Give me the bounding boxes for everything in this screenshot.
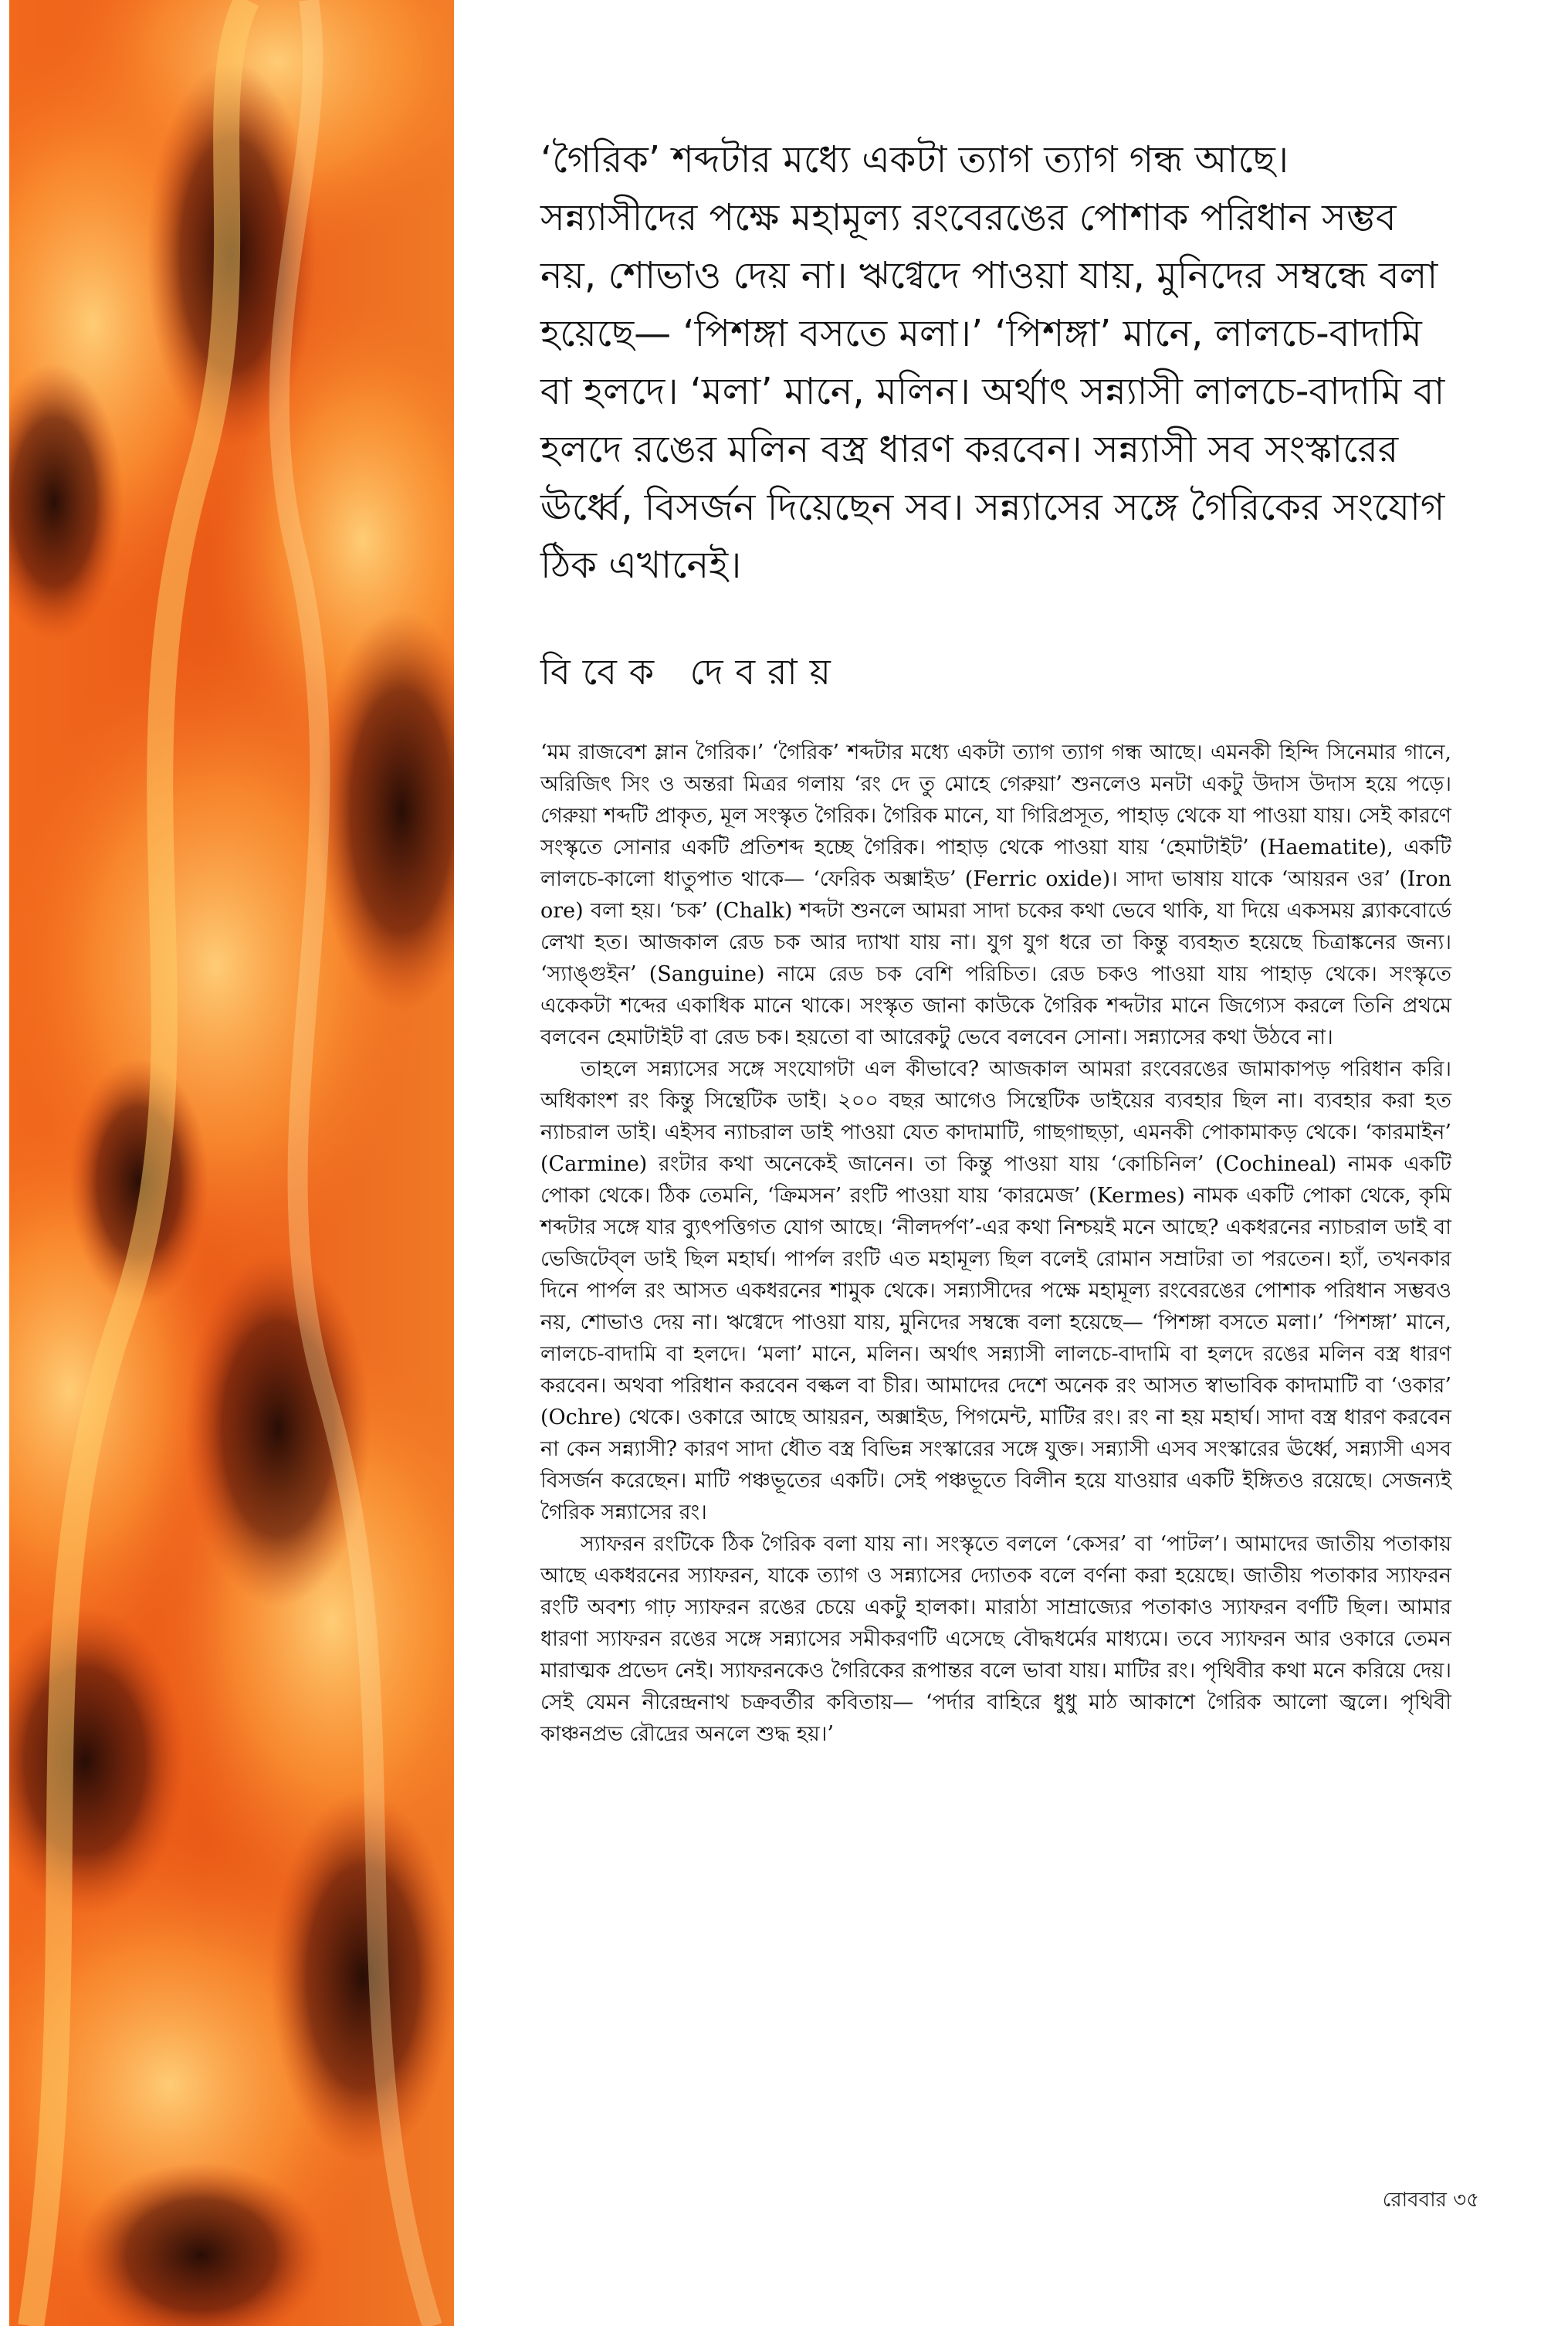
body-paragraph-3: স্যাফরন রংটিকে ঠিক গৈরিক বলা যায় না। সংস্কৃতে বললে ‘কেসর’ বা ‘পাটল’। আমাদের জাতীয় পতাকায় আছে একধরনের স্যাফরন, যাকে ত্যাগ ও সন্ন্যাসের দ্যোতক বলে বর্ণনা করা হয়েছে। জাতীয় পতাকার স্যাফরন রংটি অবশ্য গাঢ় স্যাফরন রঙের চেয়ে একটু হালকা। মারাঠা সাম্রাজ্যের পতাকাও স্যাফরন বর্ণটি ছিল। আমার ধারণা স্যাফরন রঙের সঙ্গে সন্ন্যাসের সমীকরণটি এসেছে বৌদ্ধধর্মের মাধ্যমে। তবে স্যাফরন আর ওকারে তেমন মারাত্মক প্রভেদ নেই। স্যাফরনকেও গৈরিকের রূপান্তর বলে ভাবা যায়। মাটির রং। পৃথিবীর কথা মনে করিয়ে দেয়। সেই যেমন নীরেন্দ্রনাথ চক্রবর্তীর কবিতায়— ‘পর্দার বাহিরে ধুধু মাঠ আকাশে গৈরিক আলো জ্বলে। পৃথিবী কাঞ্চনপ্রভ রৌদ্রের অনলে শুদ্ধ হয়।’ — [540, 1532, 1451, 1746]
page-folio: রোববার ৩৫ — [1382, 2189, 1479, 2212]
pull-quote: ‘গৈরিক’ শব্দটার মধ্যে একটা ত্যাগ ত্যাগ গন্ধ আছে। সন্ন্যাসীদের পক্ষে মহামূল্য রংবেরঙের পোশাক পরিধান সম্ভব নয়, শোভাও দেয় না। ঋগ্বেদে পাওয়া যায়, মুনিদের সম্বন্ধে বলা হয়েছে— ‘পিশঙ্গা বসতে মলা।’ ‘পিশঙ্গা’ মানে, লালচে-বাদামি বা হলদে। ‘মলা’ মানে, মলিন। অর্থাৎ সন্ন্যাসী লালচে-বাদামি বা হলদে রঙের মলিন বস্ত্র ধারণ করবেন। সন্ন্যাসী সব সংস্কারের ঊর্ধ্বে, বিসর্জন দিয়েছেন সব। সন্ন্যাসের সঙ্গে গৈরিকের সংযোগ ঠিক এখানেই। — [540, 138, 1445, 587]
body-paragraph-1: ‘মম রাজবেশ ম্লান গৈরিক।’ ‘গৈরিক’ শব্দটার মধ্যে একটা ত্যাগ ত্যাগ গন্ধ আছে। এমনকী হিন্দি সিনেমার গানে, অরিজিৎ সিং ও অন্তরা মিত্রর গলায় ‘রং দে তু মোহে গেরুয়া’ শুনলেও মনটা একটু উদাস উদাস হয়ে পড়ে। গেরুয়া শব্দটি প্রাকৃত, মূল সংস্কৃত গৈরিক। গৈরিক মানে, যা গিরিপ্রসূত, পাহাড় থেকে যা পাওয়া যায়। সেই কারণে সংস্কৃতে সোনার একটি প্রতিশব্দ হচ্ছে গৈরিক। পাহাড় থেকে পাওয়া যায় ‘হেমাটাইট’ (Haematite), একটি লালচে-কালো ধাতুপাত থাকে— ‘ফেরিক অক্সাইড’ (Ferric oxide)। সাদা ভাষায় যাকে ‘আয়রন ওর’ (Iron ore) বলা হয়। ‘চক’ (Chalk) শব্দটা শুনলে আমরা সাদা চকের কথা ভেবে থাকি, যা দিয়ে একসময় ব্ল্যাকবোর্ডে লেখা হত। আজকাল রেড চক আর দ্যাখা যায় না। যুগ যুগ ধরে তা কিন্তু ব্যবহৃত হয়েছে চিত্রাঙ্কনের জন্য। ‘স্যাঙ্গুইন’ (Sanguine) নামে রেড চক বেশি পরিচিত। রেড চকও পাওয়া যায় পাহাড় থেকে। সংস্কৃতে একেকটা শব্দের একাধিক মানে থাকে। সংস্কৃত জানা কাউকে গৈরিক শব্দটার মানে জিগ্যেস করলে তিনি প্রথমে বলবেন হেমাটাইট বা রেড চক। হয়তো বা আরেকটু ভেবে বলবেন সোনা। সন্ন্যাসের কথা উঠবে না। — [540, 741, 1451, 1049]
article-body — [540, 737, 1451, 1750]
article — [540, 131, 1451, 1750]
flame-illustration — [0, 0, 454, 2326]
flame-image-strip — [0, 0, 454, 2326]
left-page-edge — [0, 0, 9, 2326]
author-byline: বিবেক দেবরায় — [540, 651, 843, 693]
body-paragraph-2: তাহলে সন্ন্যাসের সঙ্গে সংযোগটা এল কীভাবে? আজকাল আমরা রংবেরঙের জামাকাপড় পরিধান করি। অধিকাংশ রং কিন্তু সিন্থেটিক ডাই। ২০০ বছর আগেও সিন্থেটিক ডাইয়ের ব্যবহার ছিল না। ব্যবহার করা হত ন্যাচরাল ডাই। এইসব ন্যাচরাল ডাই পাওয়া যেত কাদামাটি, গাছগাছড়া, এমনকী পোকামাকড় থেকে। ‘কারমাইন’ (Carmine) রংটার কথা অনেকেই জানেন। তা কিন্তু পাওয়া যায় ‘কোচিনিল’ (Cochineal) নামক একটি পোকা থেকে। ঠিক তেমনি, ‘ক্রিমসন’ রংটি পাওয়া যায় ‘কারমেজ’ (Kermes) নামক একটি পোকা থেকে, কৃমি শব্দটার সঙ্গে যার ব্যুৎপত্তিগত যোগ আছে। ‘নীলদর্পণ’-এর কথা নিশ্চয়ই মনে আছে? একধরনের ন্যাচরাল ডাই বা ভেজিটেব্‌ল ডাই ছিল মহার্ঘ। পার্পল রংটি এত মহামূল্য ছিল বলেই রোমান সম্রাটরা তা পরতেন। হ্যাঁ, তখনকার দিনে পার্পল রং আসত একধরনের শামুক থেকে। সন্ন্যাসীদের পক্ষে মহামূল্য রংবেরঙের পোশাক পরিধান সম্ভবও নয়, শোভাও দেয় না। ঋগ্বেদে পাওয়া যায়, মুনিদের সম্বন্ধে বলা হয়েছে— ‘পিশঙ্গা বসতে মলা।’ ‘পিশঙ্গা’ মানে, লালচে-বাদামি বা হলদে। ‘মলা’ মানে, মলিন। অর্থাৎ সন্ন্যাসী লালচে-বাদামি বা হলদে রঙের মলিন বস্ত্র ধারণ করবেন। অথবা পরিধান করবেন বল্কল বা চীর। আমাদের দেশে অনেক রং আসত স্বাভাবিক কাদামাটি বা ‘ওকার’ (Ochre) থেকে। ওকারে আছে আয়রন, অক্সাইড, পিগমেন্ট, মাটির রং। রং না হয় মহার্ঘ। সাদা বস্ত্র ধারণ করবেন না কেন সন্ন্যাসী? কারণ সাদা ধৌত বস্ত্র বিভিন্ন সংস্কারের সঙ্গে যুক্ত। সন্ন্যাসী এসব সংস্কারের ঊর্ধ্বে, সন্ন্যাসী এসব বিসর্জন করেছেন। মাটি পঞ্চভূতের একটি। সেই পঞ্চভূতে বিলীন হয়ে যাওয়ার একটি ইঙ্গিতও রয়েছে। সেজন্যই গৈরিক সন্ন্যাসের রং। — [540, 1057, 1451, 1524]
